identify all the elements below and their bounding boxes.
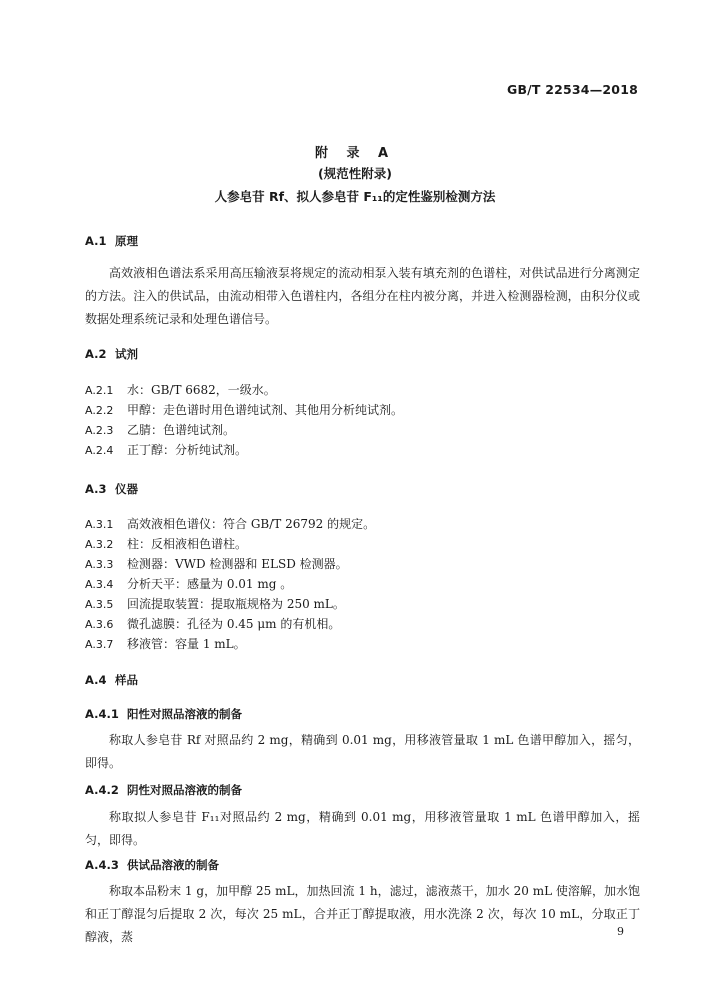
- list-item: [85, 514, 375, 535]
- subsection-heading-a41: [85, 706, 242, 722]
- paragraph-positive-control: 称取人参皂苷 Rf 对照品约 2 mg，精确到 0.01 mg，用移液管量取 1 mL 色谱甲醇加入，摇匀，即得。: [85, 733, 640, 770]
- appendix-type: (规范性附录): [318, 166, 392, 181]
- list-item: [85, 634, 246, 655]
- item-text: 微孔滤膜：孔径为 0.45 μm 的有机相。: [127, 617, 341, 631]
- item-number: A.3.3: [85, 558, 114, 571]
- subsection-heading-a43: [85, 857, 219, 873]
- standard-code: GB/T 22534—2018: [506, 82, 638, 97]
- item-number: A.2.4: [85, 444, 114, 457]
- item-number: A.3.6: [85, 618, 114, 631]
- section-heading-a1: [85, 233, 138, 249]
- section-heading-a4: [85, 672, 138, 688]
- subsection-number: A.4.1: [85, 707, 119, 721]
- item-text: 分析天平：感量为 0.01 mg 。: [127, 577, 293, 591]
- subsection-title: 供试品溶液的制备: [127, 858, 219, 872]
- item-text: 水：GB/T 6682，一级水。: [127, 383, 276, 397]
- page-number: 9: [617, 925, 624, 938]
- list-item: [85, 574, 292, 595]
- item-number: A.3.1: [85, 518, 114, 531]
- paragraph-sample-solution: 称取本品粉末 1 g，加甲醇 25 mL，加热回流 1 h，滤过，滤液蒸干，加水 20 mL 使溶解，加水饱和正丁醇混匀后提取 2 次，每次 25 mL，合并正丁醇提取液，用水洗涤 2 次，每次 10 mL，分取正丁醇液，蒸: [85, 884, 640, 944]
- item-text: 乙腈：色谱纯试剂。: [127, 423, 236, 437]
- section-number: A.3: [85, 482, 107, 496]
- list-item: [85, 554, 348, 575]
- subsection-number: A.4.2: [85, 783, 119, 797]
- appendix-main-title: 人参皂苷 Rf、拟人参皂苷 F₁₁的定性鉴别检测方法: [214, 189, 496, 204]
- subsection-heading-a42: [85, 782, 242, 798]
- section-number: A.2: [85, 347, 107, 361]
- subsection-title: 阳性对照品溶液的制备: [127, 707, 242, 721]
- item-text: 正丁醇：分析纯试剂。: [127, 443, 248, 457]
- item-text: 高效液相色谱仪：符合 GB/T 26792 的规定。: [127, 517, 376, 531]
- subsection-number: A.4.3: [85, 858, 119, 872]
- appendix-title: 附 录 A: [314, 146, 396, 161]
- section-title: 仪器: [115, 482, 138, 496]
- section-title: 样品: [115, 673, 138, 687]
- section-title: 原理: [115, 234, 138, 248]
- list-item: [85, 614, 340, 635]
- item-number: A.2.2: [85, 404, 114, 417]
- list-item: [85, 420, 235, 441]
- item-text: 柱：反相液相色谱柱。: [127, 537, 248, 551]
- paragraph-negative-control: 称取拟人参皂苷 F₁₁对照品约 2 mg，精确到 0.01 mg，用移液管量取 1 mL 色谱甲醇加入，摇匀，即得。: [85, 810, 640, 847]
- section-number: A.1: [85, 234, 107, 248]
- item-number: A.3.2: [85, 538, 114, 551]
- section-title: 试剂: [115, 347, 138, 361]
- item-number: A.2.1: [85, 384, 114, 397]
- item-number: A.2.3: [85, 424, 114, 437]
- paragraph-principle: 高效液相色谱法系采用高压输液泵将规定的流动相泵入装有填充剂的色谱柱，对供试品进行分离测定的方法。注入的供试品，由流动相带入色谱柱内，各组分在柱内被分离，并进入检测器检测，由积分仪或数据处理系统记录和处理色谱信号。: [85, 266, 640, 326]
- subsection-title: 阴性对照品溶液的制备: [127, 783, 242, 797]
- section-heading-a2: [85, 346, 138, 362]
- list-item: [85, 594, 345, 615]
- item-number: A.3.4: [85, 578, 114, 591]
- list-item: [85, 534, 247, 555]
- item-text: 回流提取装置：提取瓶规格为 250 mL。: [127, 597, 345, 611]
- section-number: A.4: [85, 673, 107, 687]
- section-heading-a3: [85, 481, 138, 497]
- item-text: 检测器：VWD 检测器和 ELSD 检测器。: [127, 557, 348, 571]
- list-item: [85, 380, 276, 401]
- list-item: [85, 440, 247, 461]
- item-text: 甲醇：走色谱时用色谱纯试剂、其他用分析纯试剂。: [127, 403, 404, 417]
- list-item: [85, 400, 403, 421]
- item-number: A.3.5: [85, 598, 114, 611]
- item-number: A.3.7: [85, 638, 114, 651]
- item-text: 移液管：容量 1 mL。: [127, 637, 246, 651]
